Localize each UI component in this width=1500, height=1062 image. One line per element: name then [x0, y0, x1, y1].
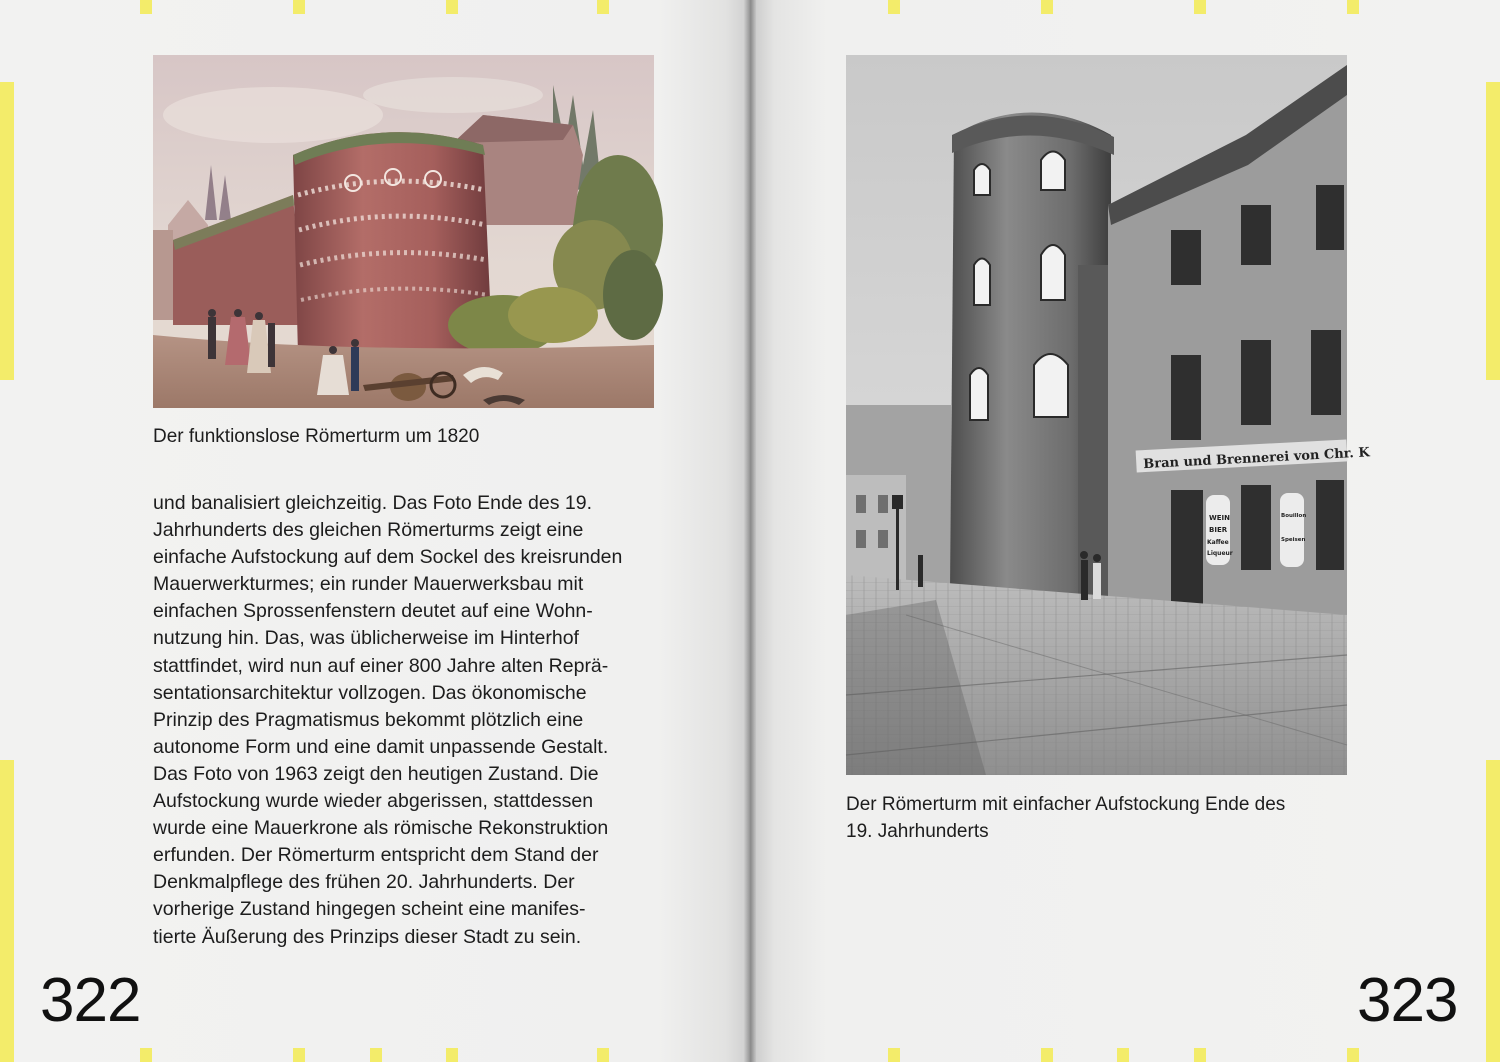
window-sign-liqueur: Liqueur [1207, 550, 1233, 557]
window-sign-wein: WEIN [1209, 514, 1230, 522]
body-line: tierte Äußerung des Prinzips dieser Stadt zu sein. [153, 925, 582, 948]
painting-roemerturm-1820 [153, 55, 654, 408]
left-body-text [153, 490, 622, 951]
photo-roemerturm-19th-century [846, 55, 1371, 775]
body-line: stattfindet, wird nun auf einer 800 Jahre alten Reprä- [153, 654, 609, 677]
page-number-right: 323 [1357, 966, 1458, 1035]
body-line: sentationsarchitektur vollzogen. Das ökonomische [153, 681, 587, 704]
body-line: einfache Aufstockung auf dem Sockel des kreisrunden [153, 546, 623, 569]
caption-line: Der Römerturm mit einfacher Aufstockung Ende des [846, 794, 1286, 815]
page-number-left: 322 [40, 966, 141, 1035]
body-line: autonome Form und eine damit unpassende Gestalt. [153, 735, 609, 758]
body-line: und banalisiert gleichzeitig. Das Foto Ende des 19. [153, 492, 593, 514]
window-sign-bouillon: Bouillon [1281, 513, 1307, 519]
body-line: nutzung hin. Das, was üblicherweise im Hinterhof [153, 627, 579, 650]
body-line: einfachen Sprossenfenstern deutet auf eine Wohn- [153, 600, 593, 623]
shop-sign-text: Bran und Brennerei von Chr. K [1142, 445, 1371, 473]
body-line: Mauerwerkturmes; ein runder Mauerwerksbau mit [153, 573, 584, 596]
body-line: Prinzip des Pragmatismus bekommt plötzlich eine [153, 708, 584, 731]
left-figure-caption: Der funktionslose Römerturm um 1820 [153, 426, 480, 447]
body-line: erfunden. Der Römerturm entspricht dem Stand der [153, 844, 599, 867]
body-line: Jahrhunderts des gleichen Römerturms zeigt eine [153, 519, 584, 542]
window-sign-speisen: Speisen [1281, 537, 1306, 543]
body-line: wurde eine Mauerkrone als römische Rekonstruktion [153, 817, 609, 840]
body-line: Aufstockung wurde wieder abgerissen, stattdessen [153, 790, 594, 813]
right-figure-caption [846, 791, 1285, 845]
body-line: vorherige Zustand hingegen scheint eine manifes- [153, 898, 586, 921]
window-sign-bier: BIER [1209, 526, 1228, 534]
book-gutter [744, 0, 756, 1062]
body-line: Das Foto von 1963 zeigt den heutigen Zustand. Die [153, 762, 599, 785]
caption-line: 19. Jahrhunderts [846, 821, 989, 842]
window-sign-kaffee: Kaffee [1207, 539, 1229, 546]
body-line: Denkmalpflege des frühen 20. Jahrhunderts. Der [153, 871, 575, 894]
